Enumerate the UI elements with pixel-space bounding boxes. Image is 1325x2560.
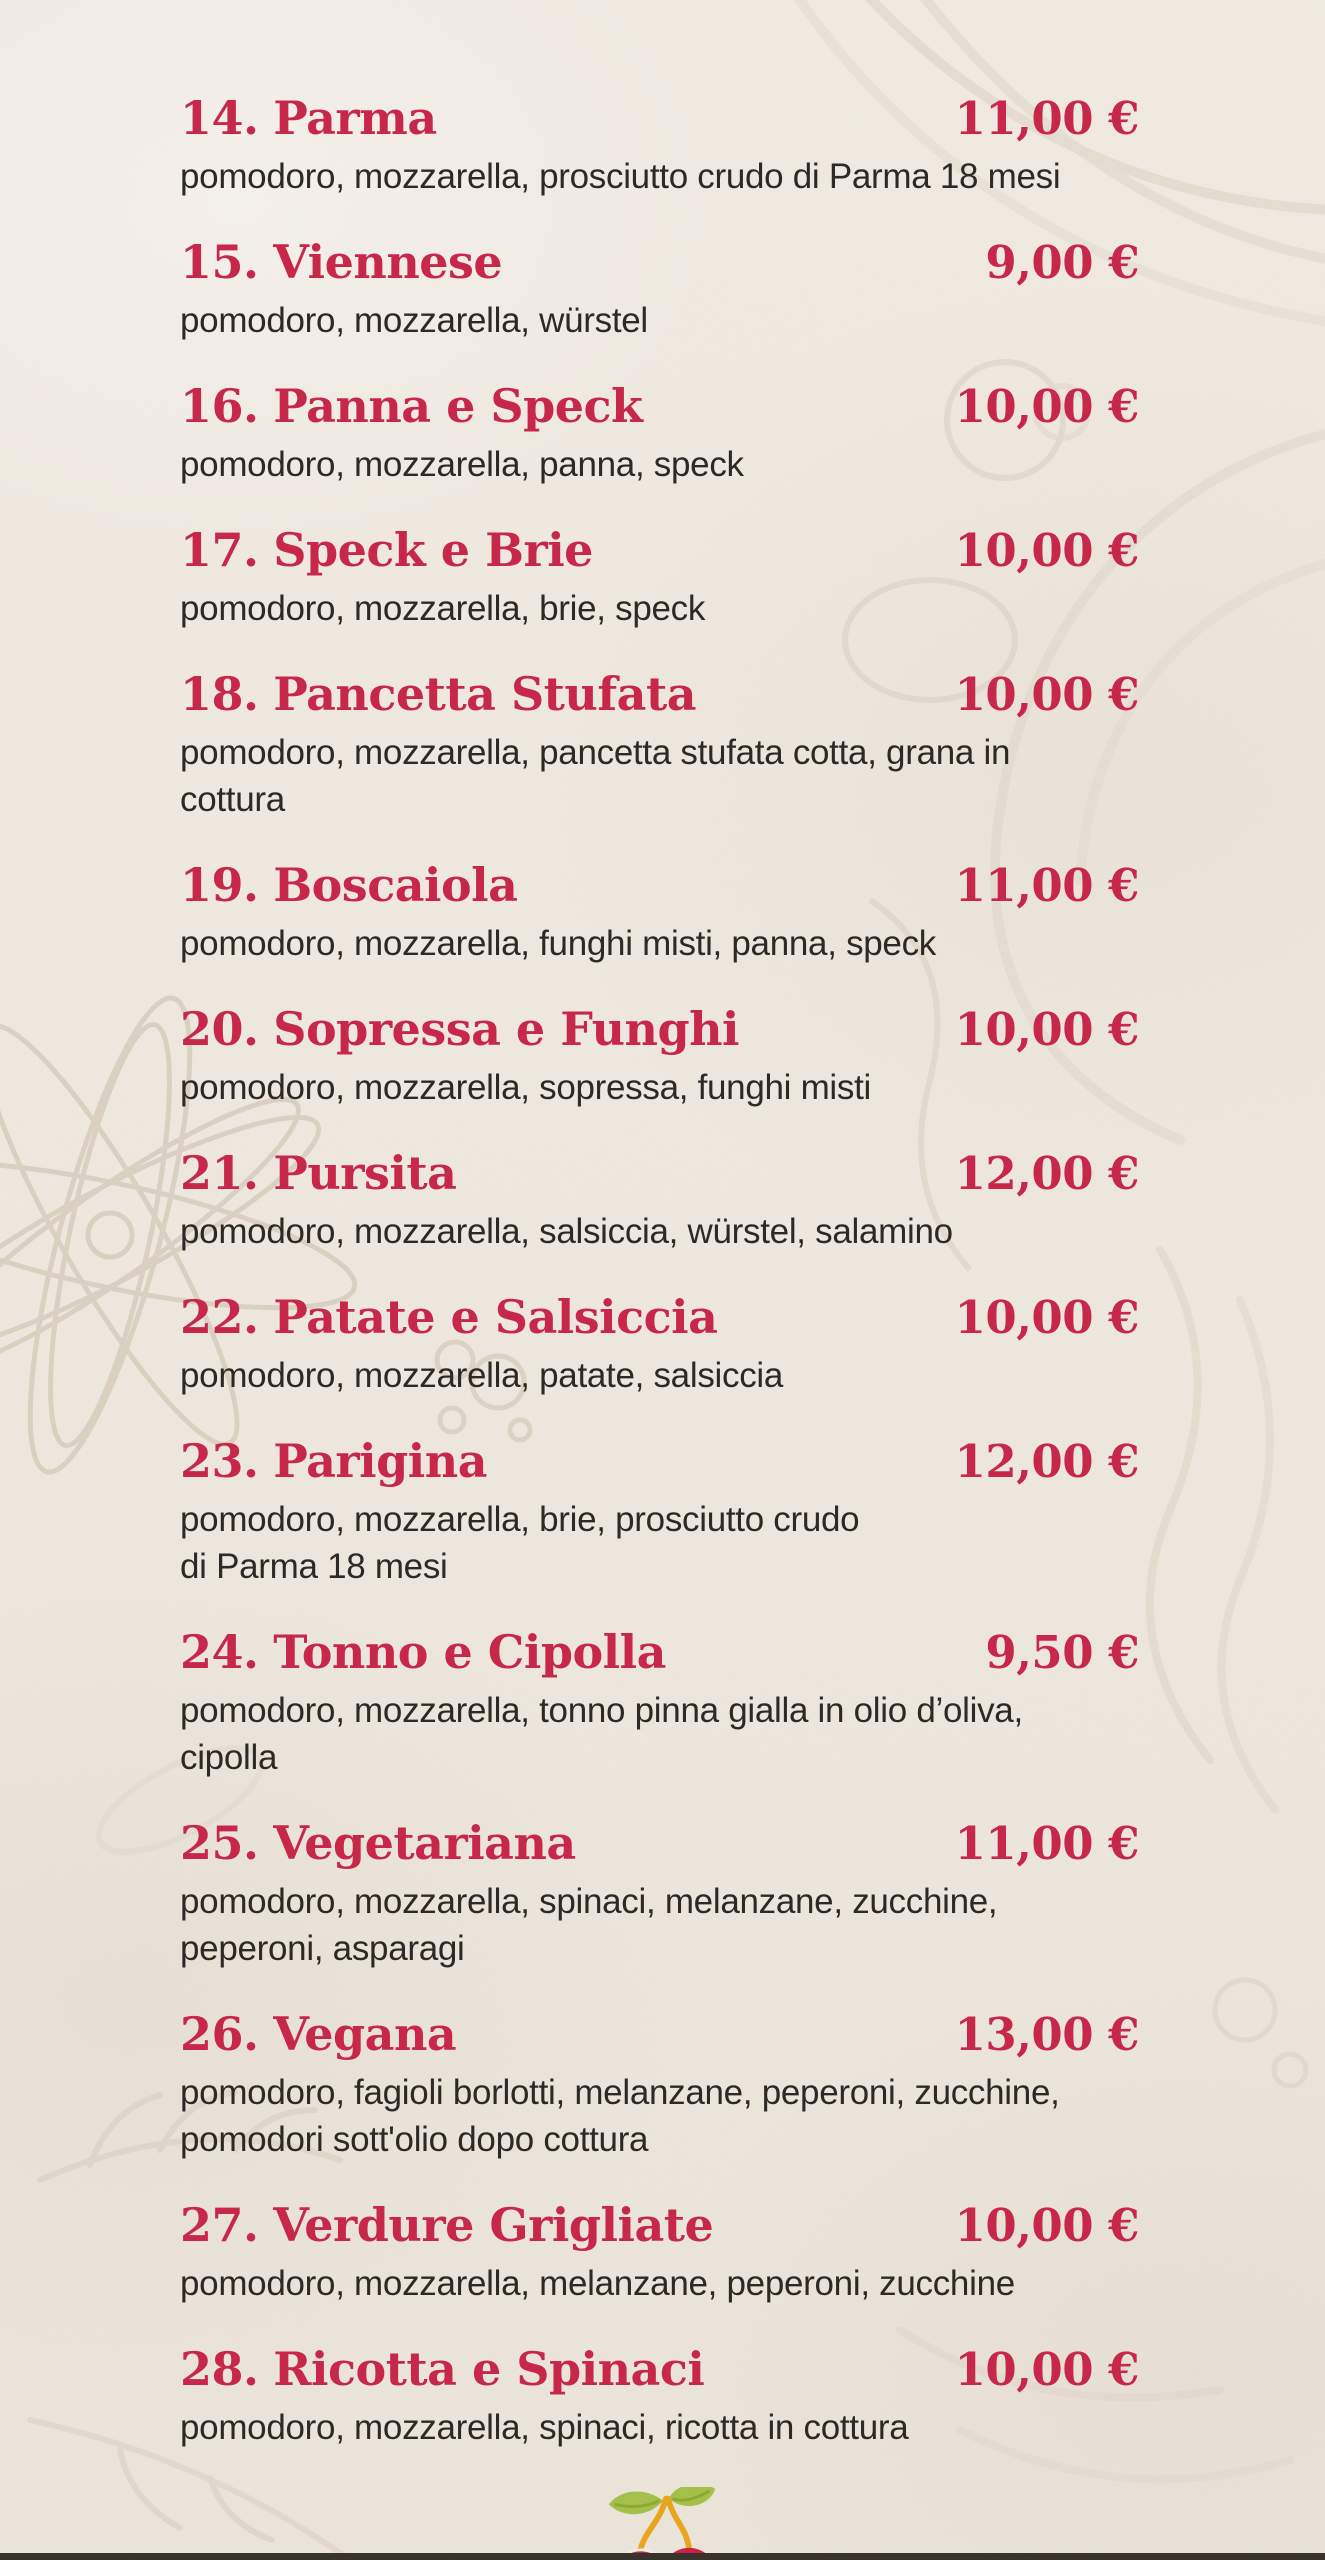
menu-item-price: 10,00 € (954, 1003, 1139, 1056)
menu-item-title (180, 2199, 713, 2251)
menu-item-price: 12,00 € (954, 1147, 1139, 1200)
menu-item-number: 24. (180, 1625, 259, 1679)
menu-item-name: Viennese (273, 235, 503, 289)
menu-item (180, 2343, 1139, 2451)
menu-item-title (180, 1003, 739, 1055)
menu-item-price: 13,00 € (954, 2008, 1139, 2061)
menu-item-number: 23. (180, 1434, 259, 1488)
menu-item-name: Parigina (273, 1434, 488, 1488)
menu-item-name: Vegana (273, 2007, 457, 2061)
menu-item-number: 28. (180, 2342, 259, 2396)
menu-item (180, 236, 1139, 344)
menu-item-price: 11,00 € (954, 1817, 1139, 1870)
menu-item-header (180, 1147, 1139, 1200)
menu-item-price: 10,00 € (954, 524, 1139, 577)
menu-item-price: 10,00 € (954, 380, 1139, 433)
menu-item-description: pomodoro, mozzarella, melanzane, peperoni, zucchine (180, 2264, 1015, 2303)
menu-item-price: 11,00 € (954, 92, 1139, 145)
menu-item-description: pomodoro, mozzarella, prosciutto crudo di Parma 18 mesi (180, 157, 1061, 196)
menu-item-header (180, 2199, 1139, 2252)
menu-item-title (180, 668, 696, 720)
menu-item-title (180, 1435, 487, 1487)
menu-item (180, 92, 1139, 200)
menu-item-description: pomodoro, mozzarella, pancetta stufata cotta, grana in cottura (180, 733, 1011, 819)
menu-item (180, 524, 1139, 632)
menu-item (180, 1003, 1139, 1111)
menu-item-header (180, 524, 1139, 577)
menu-item-name: Parma (273, 91, 437, 145)
menu-item-description: pomodoro, mozzarella, spinaci, ricotta in cottura (180, 2408, 909, 2447)
menu-item-name: Verdure Grigliate (273, 2198, 714, 2252)
menu-item-title (180, 380, 642, 432)
menu-item-header (180, 1626, 1139, 1679)
menu-item-description: pomodoro, mozzarella, salsiccia, würstel, salamino (180, 1212, 953, 1251)
menu-item-number: 22. (180, 1290, 259, 1344)
menu-item-description: pomodoro, mozzarella, sopressa, funghi misti (180, 1068, 872, 1107)
menu-item-title (180, 1291, 717, 1343)
menu-item-description: pomodoro, mozzarella, patate, salsiccia (180, 1356, 784, 1395)
menu-item-header (180, 1817, 1139, 1870)
menu-item-price: 10,00 € (954, 2199, 1139, 2252)
bottom-edge-bar (0, 2553, 1325, 2560)
menu-item-price: 9,50 € (985, 1626, 1139, 1679)
menu-item-price: 9,00 € (985, 236, 1139, 289)
menu-item-number: 17. (180, 523, 259, 577)
menu-item-number: 21. (180, 1146, 259, 1200)
menu-item (180, 1435, 1139, 1590)
menu-item-name: Ricotta e Spinaci (273, 2342, 705, 2396)
menu-item-header (180, 859, 1139, 912)
menu-item-number: 25. (180, 1816, 259, 1870)
menu-item-header (180, 668, 1139, 721)
menu-item-name: Pancetta Stufata (273, 667, 697, 721)
menu-item-header (180, 236, 1139, 289)
menu-item-price: 12,00 € (954, 1435, 1139, 1488)
menu-item (180, 1291, 1139, 1399)
menu-item-header (180, 2343, 1139, 2396)
menu-item-description: pomodoro, mozzarella, würstel (180, 301, 648, 340)
menu-item (180, 2199, 1139, 2307)
menu-item-description: pomodoro, mozzarella, brie, prosciutto crudo di Parma 18 mesi (180, 1500, 860, 1586)
menu-item (180, 2008, 1139, 2163)
menu-item-header (180, 1435, 1139, 1488)
menu-item (180, 1147, 1139, 1255)
menu-item-title (180, 1817, 576, 1869)
menu-item (180, 1626, 1139, 1781)
menu-item-number: 18. (180, 667, 259, 721)
menu-item-title (180, 1147, 456, 1199)
menu-item-name: Tonno e Cipolla (273, 1625, 666, 1679)
cherries-icon (595, 2487, 731, 2560)
menu-item-number: 26. (180, 2007, 259, 2061)
menu-item (180, 859, 1139, 967)
menu-item-description: pomodoro, mozzarella, tonno pinna gialla in olio d’oliva, cipolla (180, 1691, 1023, 1777)
menu-item (180, 1817, 1139, 1972)
menu-item-description: pomodoro, mozzarella, panna, speck (180, 445, 744, 484)
menu-item-description: pomodoro, mozzarella, brie, speck (180, 589, 706, 628)
menu-item-title (180, 1626, 666, 1678)
menu-item-number: 14. (180, 91, 259, 145)
menu-item-description: pomodoro, mozzarella, funghi misti, panna, speck (180, 924, 936, 963)
footer (0, 2487, 1325, 2560)
menu-item-number: 16. (180, 379, 259, 433)
menu-item (180, 380, 1139, 488)
menu-item-name: Patate e Salsiccia (273, 1290, 718, 1344)
menu-item-number: 15. (180, 235, 259, 289)
menu-item-header (180, 2008, 1139, 2061)
menu-item-price: 11,00 € (954, 859, 1139, 912)
menu-item-number: 19. (180, 858, 259, 912)
menu-item-header (180, 92, 1139, 145)
menu-item-name: Panna e Speck (273, 379, 643, 433)
menu-item-header (180, 380, 1139, 433)
menu-item-header (180, 1003, 1139, 1056)
menu-item-description: pomodoro, fagioli borlotti, melanzane, peperoni, zucchine, pomodori sott'olio dopo cottura (180, 2073, 1060, 2159)
menu-item-name: Sopressa e Funghi (273, 1002, 740, 1056)
menu-item-title (180, 236, 502, 288)
menu-item-number: 20. (180, 1002, 259, 1056)
menu-item-title (180, 859, 517, 911)
menu-item-title (180, 2343, 704, 2395)
menu-item-price: 10,00 € (954, 1291, 1139, 1344)
menu-item-name: Pursita (273, 1146, 457, 1200)
menu-item-number: 27. (180, 2198, 259, 2252)
menu-item-title (180, 92, 437, 144)
menu-item-title (180, 524, 593, 576)
menu-item-name: Vegetariana (273, 1816, 576, 1870)
menu-item-name: Boscaiola (273, 858, 518, 912)
menu-item-title (180, 2008, 456, 2060)
menu-item-name: Speck e Brie (273, 523, 593, 577)
menu-item-price: 10,00 € (954, 668, 1139, 721)
menu-item-description: pomodoro, mozzarella, spinaci, melanzane, zucchine, peperoni, asparagi (180, 1882, 998, 1968)
menu-item (180, 668, 1139, 823)
menu-item-price: 10,00 € (954, 2343, 1139, 2396)
menu-item-header (180, 1291, 1139, 1344)
